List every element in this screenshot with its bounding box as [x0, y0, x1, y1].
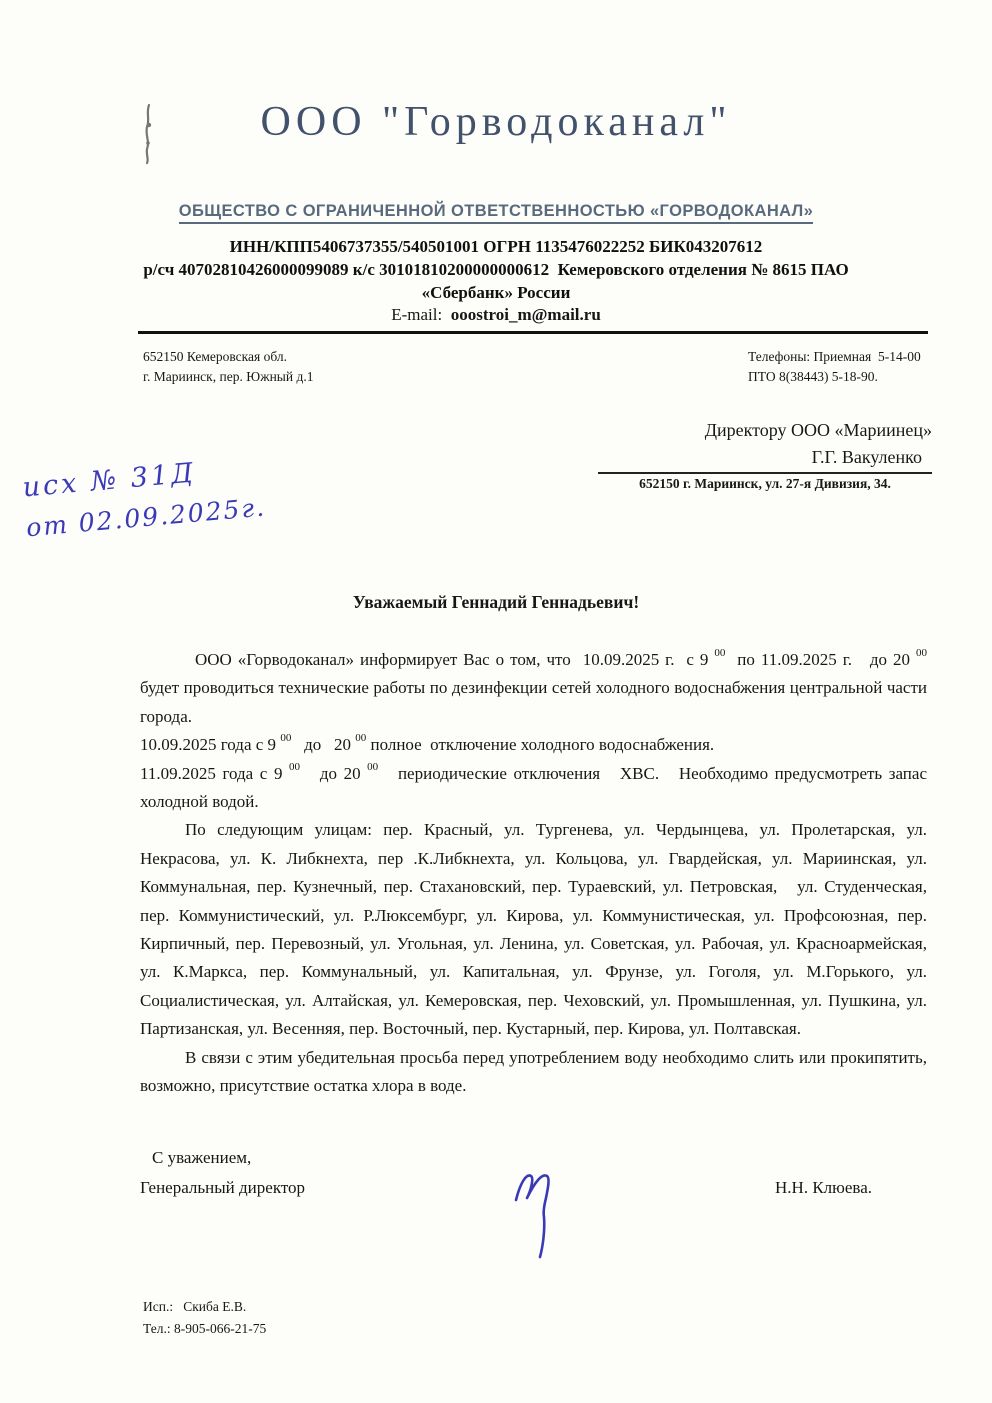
superscript-hours: 00	[714, 647, 726, 659]
company-fullname-wrap	[0, 202, 992, 224]
recipient-title: Директору ООО «Мариинец»	[704, 420, 932, 440]
signer-name: Н.Н. Клюева.	[775, 1178, 872, 1197]
requisites-inn-ogrn-bik: ИНН/КПП5406737355/540501001 ОГРН 1135476022252 БИК043207612	[229, 237, 763, 256]
signature-icon	[305, 1160, 775, 1260]
salutation: Уважаемый Геннадий Геннадьевич!	[352, 592, 640, 612]
executor-phone: Тел.: 8-905-066-21-75	[143, 1321, 267, 1336]
email-line	[0, 305, 992, 325]
recipient-name: Г.Г. Вакуленко	[811, 447, 922, 467]
closing-block	[140, 1148, 930, 1260]
executor-name: Исп.: Скиба Е.В.	[143, 1299, 247, 1314]
paragraph-advice: В связи с этим убедительная просьба перед употреблением воду необходимо слить или прокипятить, возможно, присутствие остатка хлора в воде.	[140, 1047, 932, 1096]
header-divider	[138, 331, 928, 334]
superscript-hours: 00	[916, 647, 927, 659]
superscript-hours: 00	[280, 732, 292, 745]
recipient-divider	[598, 472, 932, 474]
sender-address-line2: г. Мариинск, пер. Южный д.1	[143, 369, 314, 384]
paragraph-announcement: ООО «Горводоканал» информирует Вас о том, что 10.09.2025 г. с 9 $^{00}$ по 11.09.2025 г. до 20 $^{00}$ будет проводиться технические работы по дезинфекции сетей холодного водоснабжения центральной части города.	[140, 647, 936, 726]
paragraph-periodic-shutdown: 11.09.2025 года с 9 $^{00}$ до 20 $^{00}$ периодические отключения ХВС. Необходимо предусмотреть запас холодной водой.	[140, 760, 932, 812]
signer-position: Генеральный директор	[140, 1178, 306, 1197]
paragraph-full-shutdown: 10.09.2025 года с 9 $^{00}$ до 20 $^{00}$ полное отключение холодного водоснабжения.	[140, 732, 715, 755]
recipient-address: 652150 г. Мариинск, ул. 27-я Дивизия, 34.	[639, 476, 891, 491]
phones-line2: ПТО 8(38443) 5-18-90.	[748, 369, 878, 384]
executor-block	[143, 1296, 266, 1340]
closing-row	[140, 1178, 930, 1260]
superscript-hours: 00	[367, 760, 379, 773]
sender-address-line1: 652150 Кемеровская обл.	[143, 349, 288, 364]
phones-line1: Телефоны: Приемная 5-14-00	[748, 349, 921, 364]
recipient-block	[598, 420, 932, 492]
superscript-hours: 00	[355, 732, 367, 745]
company-fullname: ОБЩЕСТВО С ОГРАНИЧЕННОЙ ОТВЕТСТВЕННОСТЬЮ «ГОРВОДОКАНАЛ»	[179, 202, 813, 224]
sender-phones-block	[748, 347, 921, 387]
handwritten-date-line: от 02.09.2025г.	[24, 492, 268, 543]
email-address: ooostroi_m@mail.ru	[450, 305, 601, 324]
handwritten-outgoing-number	[21, 452, 267, 543]
paragraph-street-list: По следующим улицам: пер. Красный, ул. Тургенева, ул. Чердынцева, ул. Пролетарская, ул. Некрасова, ул. К. Либкнехта, пер .К.Либкнехта, ул. Кольцова, ул. Гвардейская, ул. Мариинская, ул. Коммунальная, пер. Кузнечный, пер. Стахановский, пер. Тураевский, ул. Петровская, ул. Студенческая, пер. Коммунистический, ул. Р.Люксембург, ул. Кирова, ул. Коммунистическая, ул. Профсоюзная, пер. Кирпичный, пер. Перевозный, ул. Угольная, ул. Ленина, ул. Советская, ул. Рабочая, ул. Красноармейская, ул. К.Маркса, пер. Коммунальный, ул. Капитальная, ул. Фрунзе, ул. Гоголя, ул. М.Горького, ул. Социалистическая, ул. Алтайская, ул. Кемеровская, пер. Чеховский, ул. Промышленная, ул. Пушкина, ул. Партизанская, ул. Весенняя, пер. Восточный, пер. Кустарный, пер. Кирова, ул. Полтавская.	[140, 820, 932, 1039]
sender-address-block	[143, 347, 313, 387]
requisites-bank-name: «Сбербанк» России	[421, 283, 571, 302]
company-title: ООО "Горводоканал"	[260, 99, 732, 145]
closing-regards: С уважением,	[152, 1148, 252, 1167]
letter-body	[140, 646, 936, 1101]
requisites-accounts: р/сч 40702810426000099089 к/с 30101810200000000612 Кемеровского отделения № 8615 ПАО	[143, 260, 849, 279]
handwritten-number-line: исх № 31Д	[21, 457, 198, 504]
superscript-hours: 00	[289, 760, 301, 773]
email-label: E-mail:	[391, 305, 451, 324]
